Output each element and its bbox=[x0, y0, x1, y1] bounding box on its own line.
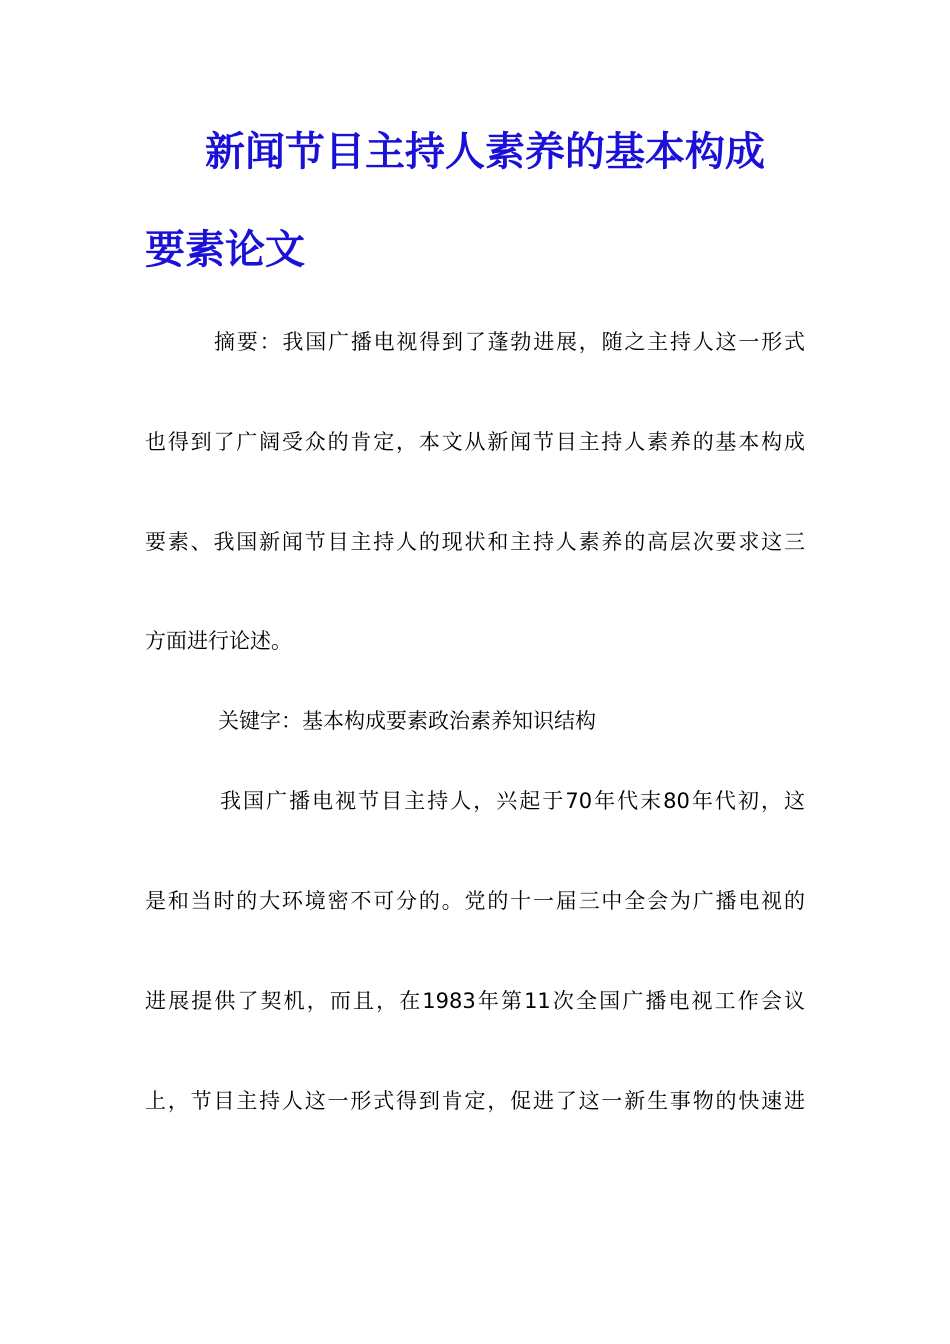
abstract-line-2: 也得到了广阔受众的肯定，本文从新闻节目主持人素养的基本构成 bbox=[145, 430, 805, 454]
abstract-line-3: 要素、我国新闻节目主持人的现状和主持人素养的高层次要求这三 bbox=[145, 530, 805, 554]
body-line-1: 我国广播电视节目主持人，兴起于70年代末80年代初，这 bbox=[220, 789, 805, 813]
body-line-3: 进展提供了契机，而且，在1983年第11次全国广播电视工作会议 bbox=[145, 989, 805, 1013]
document-title-line-1: 新闻节目主持人素养的基本构成 bbox=[205, 128, 765, 175]
document-title-line-2: 要素论文 bbox=[145, 226, 305, 273]
abstract-line-1: 摘要：我国广播电视得到了蓬勃进展，随之主持人这一形式 bbox=[214, 330, 805, 354]
body-line-4: 上，节目主持人这一形式得到肯定，促进了这一新生事物的快速进 bbox=[145, 1089, 805, 1113]
body-line-2: 是和当时的大环境密不可分的。党的十一届三中全会为广播电视的 bbox=[145, 889, 805, 913]
keywords-line: 关键字：基本构成要素政治素养知识结构 bbox=[218, 709, 596, 733]
abstract-line-4: 方面进行论述。 bbox=[145, 629, 292, 653]
